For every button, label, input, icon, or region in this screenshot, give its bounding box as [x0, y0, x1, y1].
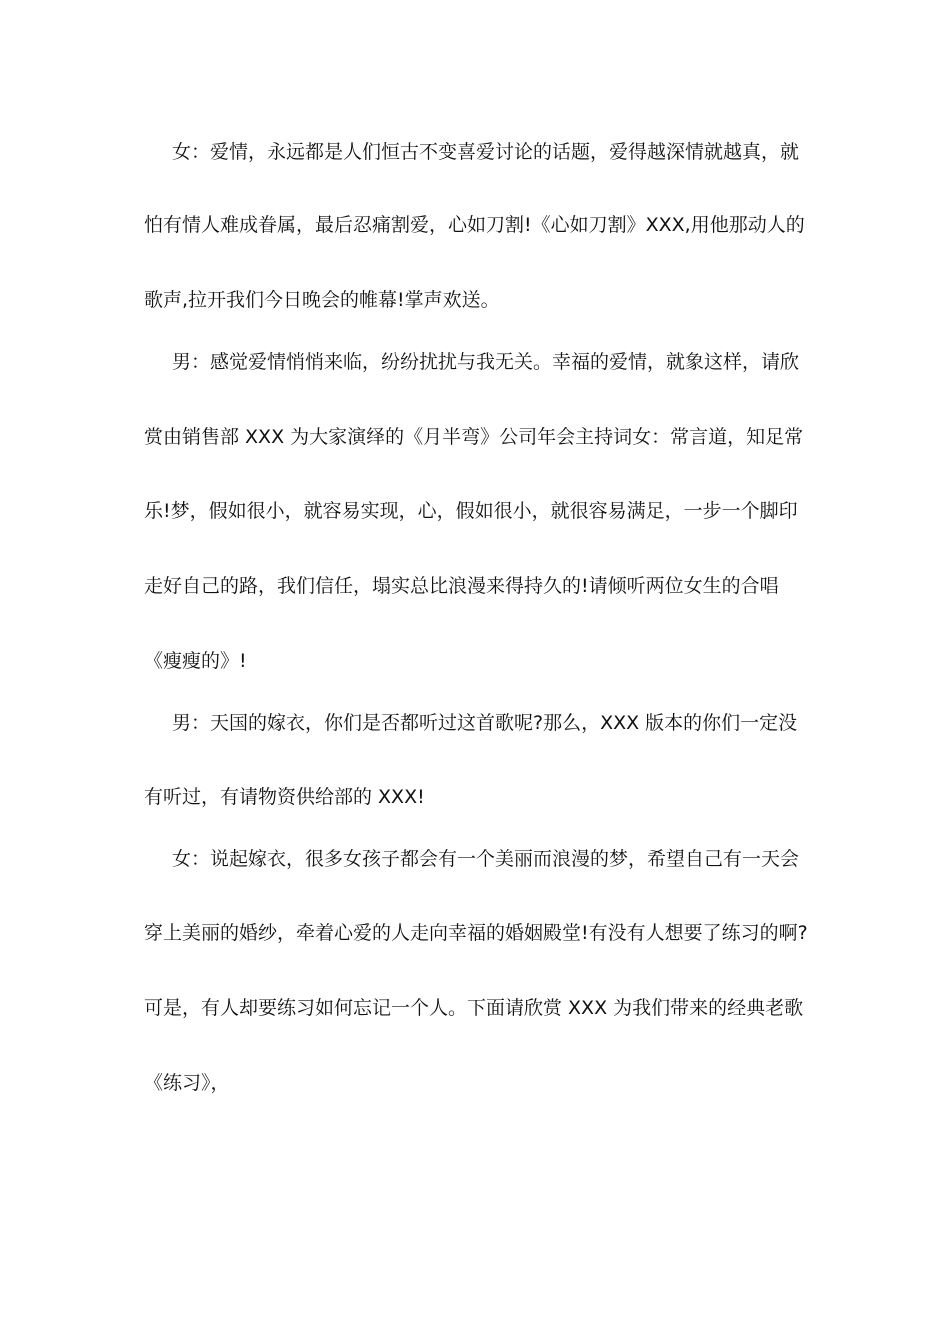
paragraph-line-4: 男：感觉爱情悄悄来临，纷纷扰扰与我无关。幸福的爱情，就象这样，请欣 — [172, 351, 800, 373]
paragraph-line-1: 女：爱情，永远都是人们恒古不变喜爱讨论的话题，爱得越深情就越真，就 — [172, 141, 800, 163]
paragraph-line-11: 女：说起嫁衣，很多女孩子都会有一个美丽而浪漫的梦，希望自己有一天会 — [172, 848, 800, 870]
paragraph-line-3: 歌声,拉开我们今日晚会的帷幕!掌声欢送。 — [144, 289, 500, 311]
paragraph-line-2: 怕有情人难成眷属，最后忍痛割爱，心如刀割!《心如刀割》XXX,用他那动人的 — [144, 214, 805, 236]
paragraph-line-12: 穿上美丽的婚纱，牵着心爱的人走向幸福的婚姻殿堂!有没有人想要了练习的啊? — [144, 922, 808, 944]
paragraph-line-9: 男：天国的嫁衣，你们是否都听过这首歌呢?那么，XXX 版本的你们一定没 — [172, 712, 798, 734]
paragraph-line-10: 有听过，有请物资供给部的 XXX! — [144, 786, 425, 808]
paragraph-line-7: 走好自己的路，我们信任，塌实总比浪漫来得持久的!请倾听两位女生的合唱 — [144, 575, 779, 597]
paragraph-line-14: 《练习》， — [144, 1072, 230, 1094]
paragraph-line-13: 可是，有人却要练习如何忘记一个人。下面请欣赏 XXX 为我们带来的经典老歌 — [144, 997, 804, 1019]
paragraph-line-8: 《瘦瘦的》! — [144, 650, 247, 672]
paragraph-line-5: 赏由销售部 XXX 为大家演绎的《月半弯》公司年会主持词女：常言道，知足常 — [144, 426, 804, 448]
paragraph-line-6: 乐!梦，假如很小，就容易实现，心，假如很小，就很容易满足，一步一个脚印 — [144, 500, 798, 522]
